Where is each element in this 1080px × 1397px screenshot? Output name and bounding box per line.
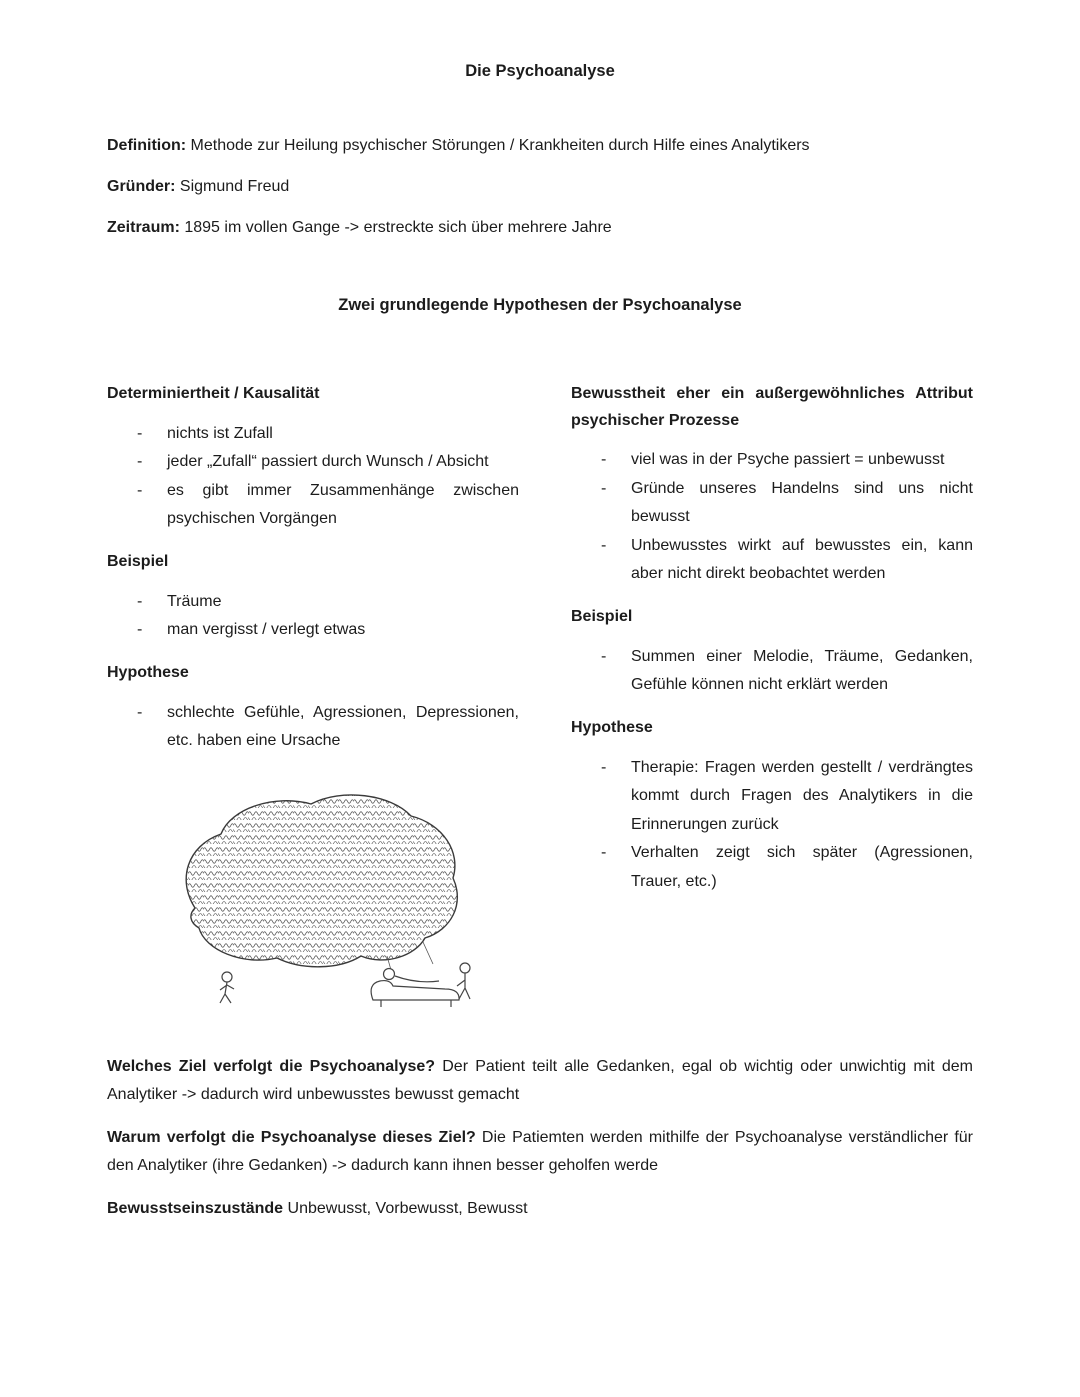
dash-marker [137,477,167,534]
left-hypothese-heading: Hypothese [107,663,189,681]
right-hypothese-list [571,754,973,897]
ziel-question-text: Der Patient teilt alle Gedanken, egal ob wichtig oder unwichtig mit dem Analytiker -> dadurch wird unbewusstes bewusst gemacht [107,1057,973,1103]
zeitraum-text: 1895 im vollen Gange -> erstreckte sich über mehrere Jahre [179,219,612,236]
list-item [571,754,973,840]
definition-line [107,133,973,158]
page-title: Die Psychoanalyse [465,62,615,80]
left-bullet-list [107,420,519,534]
dash-marker [601,643,631,700]
list-item-text: Gründe unseres Handelns sind uns nicht bewusst [631,479,973,525]
bewusstseinszustaende-line [107,1195,973,1223]
list-item-text: nichts ist Zufall [167,424,273,442]
left-column [107,381,519,1019]
list-item [571,475,973,532]
warum-question-line [107,1124,973,1180]
list-item [107,588,519,617]
dash-marker [137,616,167,645]
zeitraum-line [107,215,973,240]
bewusstseinszustaende-text: Unbewusst, Vorbewusst, Bewusst [283,1199,528,1217]
psychoanalysis-brain-cartoon [143,784,483,1019]
list-item-text: Summen einer Melodie, Träume, Gedanken, Gefühle können nicht erklärt werden [631,647,973,693]
dash-marker [601,532,631,589]
dash-marker [137,699,167,756]
right-beispiel-list [571,643,973,700]
definition-label: Definition: [107,137,187,154]
right-beispiel-heading: Beispiel [571,607,633,625]
two-column-section [107,381,973,1019]
dash-marker [137,588,167,617]
list-item [571,532,973,589]
dash-marker [137,448,167,477]
list-item-text: Unbewusstes wirkt auf bewusstes ein, kann aber nicht direkt beobachtet werden [631,536,973,582]
list-item [571,839,973,896]
list-item-text: schlechte Gefühle, Agressionen, Depressionen, etc. haben eine Ursache [167,703,519,749]
list-item [571,446,973,475]
list-item-text: es gibt immer Zusammenhänge zwischen psychischen Vorgängen [167,481,519,527]
warum-question-label: Warum verfolgt die Psychoanalyse dieses Ziel? [107,1128,476,1146]
list-item-text: man vergisst / verlegt etwas [167,621,366,638]
bewusstseinszustaende-label: Bewusstseinszustände [107,1199,284,1217]
dash-marker [601,475,631,532]
left-hypothese-list [107,699,519,756]
brain-cartoon-svg [143,784,483,1014]
gruender-text: Sigmund Freud [175,178,290,195]
dash-marker [137,420,167,449]
left-beispiel-list [107,588,519,645]
dash-marker [601,839,631,896]
left-column-heading: Determiniertheit / Kausalität [107,385,320,402]
left-beispiel-heading: Beispiel [107,552,169,570]
right-column [571,381,973,900]
ziel-question-line [107,1053,973,1109]
footer-section [107,1053,973,1223]
section-heading: Zwei grundlegende Hypothesen der Psychoanalyse [338,296,742,314]
list-item [107,477,519,534]
right-bullet-list [571,446,973,589]
ziel-question-label: Welches Ziel verfolgt die Psychoanalyse? [107,1057,436,1075]
gruender-label: Gründer: [107,178,176,195]
dash-marker [601,754,631,840]
intro-section [107,133,973,240]
gruender-line [107,174,973,199]
list-item-text: viel was in der Psyche passiert = unbewusst [631,451,945,468]
right-column-heading: Bewusstheit eher ein außergewöhnliches Attribut psychischer Prozesse [571,385,973,429]
dash-marker [601,446,631,475]
list-item [107,448,519,477]
list-item-text: Verhalten zeigt sich später (Agressionen, Trauer, etc.) [631,844,973,890]
warum-question-text: Die Patiemten werden mithilfe der Psychoanalyse verständlicher für den Analytiker (ihre Gedanken) -> dadurch kann ihnen besser geholfen werde [107,1128,974,1174]
right-hypothese-heading: Hypothese [571,718,653,736]
list-item [107,616,519,645]
list-item [107,420,519,449]
list-item [107,699,519,756]
list-item-text: Träume [167,592,222,610]
zeitraum-label: Zeitraum: [107,219,180,236]
definition-text: Methode zur Heilung psychischer Störungen / Krankheiten durch Hilfe eines Analytikers [186,137,810,154]
list-item-text: Therapie: Fragen werden gestellt / verdrängtes kommt durch Fragen des Analytikers in die Erinnerungen zurück [631,758,973,833]
list-item-text: jeder „Zufall“ passiert durch Wunsch / Absicht [167,453,489,470]
list-item [571,643,973,700]
